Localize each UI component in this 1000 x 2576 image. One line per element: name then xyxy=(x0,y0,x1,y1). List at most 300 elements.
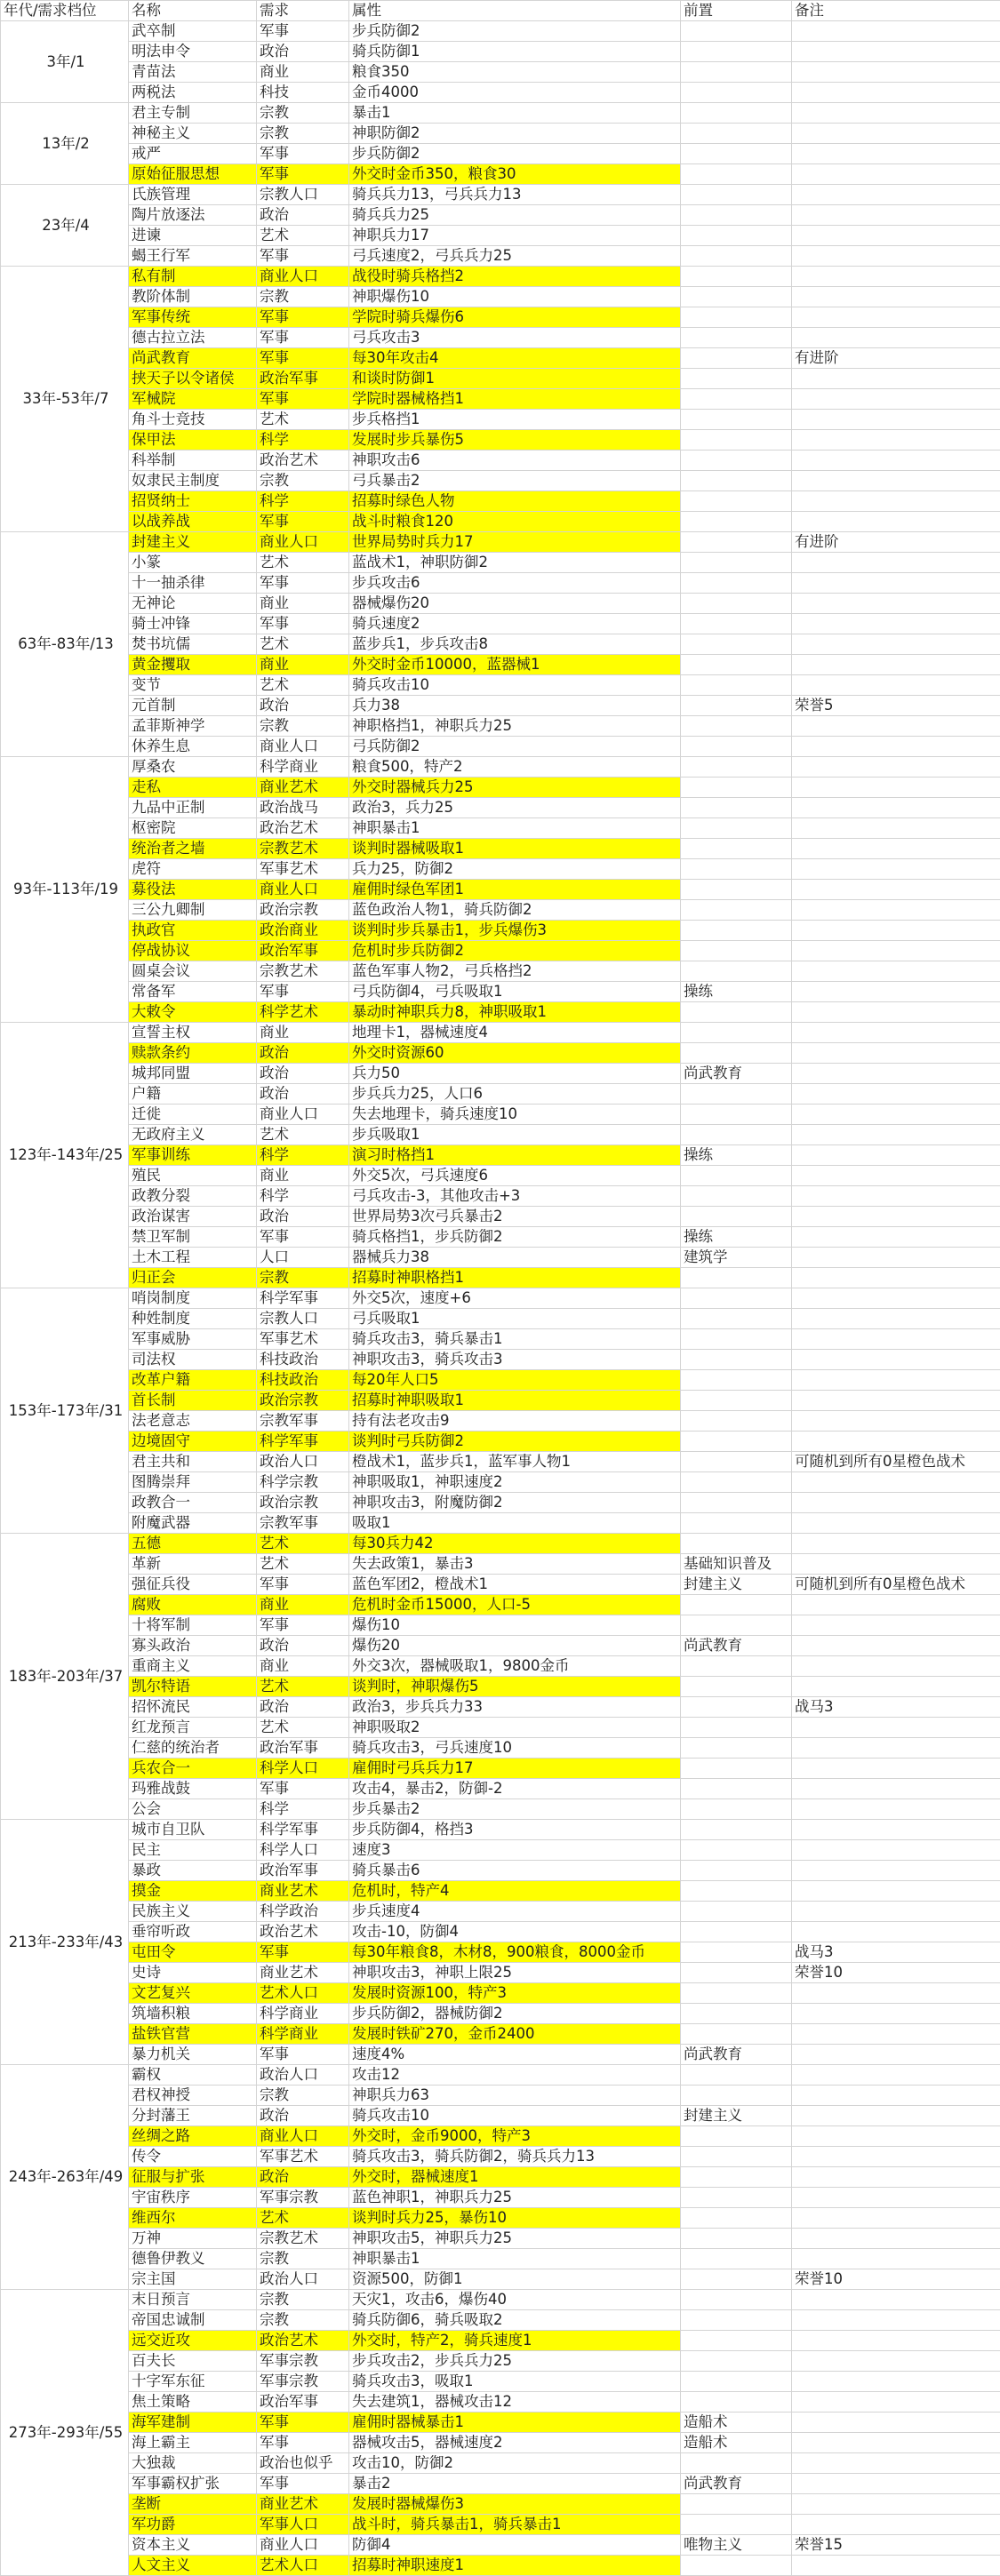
requirement-cell[interactable]: 军事 xyxy=(257,1942,349,1963)
remark-cell[interactable] xyxy=(792,614,1000,634)
remark-cell[interactable] xyxy=(792,1983,1000,2004)
name-cell[interactable]: 走私 xyxy=(129,778,257,798)
prerequisite-cell[interactable] xyxy=(681,42,792,62)
name-cell[interactable]: 盐铁官营 xyxy=(129,2024,257,2045)
requirement-cell[interactable]: 政治 xyxy=(257,1084,349,1105)
name-cell[interactable]: 无政府主义 xyxy=(129,1125,257,1145)
name-cell[interactable]: 分封藩王 xyxy=(129,2106,257,2126)
prerequisite-cell[interactable] xyxy=(681,961,792,982)
remark-cell[interactable] xyxy=(792,859,1000,880)
attribute-cell[interactable]: 弓兵吸取1 xyxy=(349,1309,681,1329)
name-cell[interactable]: 迁徙 xyxy=(129,1105,257,1125)
attribute-cell[interactable]: 战斗时，骑兵暴击1，骑兵暴击1 xyxy=(349,2515,681,2535)
prerequisite-cell[interactable] xyxy=(681,1615,792,1636)
requirement-cell[interactable]: 商业 xyxy=(257,594,349,614)
remark-cell[interactable]: 荣誉10 xyxy=(792,2269,1000,2290)
requirement-cell[interactable]: 艺术 xyxy=(257,1534,349,1554)
remark-cell[interactable] xyxy=(792,1493,1000,1513)
name-cell[interactable]: 常备军 xyxy=(129,982,257,1002)
prerequisite-cell[interactable] xyxy=(681,655,792,675)
attribute-cell[interactable]: 招募时神职吸取1 xyxy=(349,1391,681,1411)
name-cell[interactable]: 无神论 xyxy=(129,594,257,614)
name-cell[interactable]: 焚书坑儒 xyxy=(129,634,257,655)
requirement-cell[interactable]: 商业人口 xyxy=(257,2535,349,2556)
attribute-cell[interactable]: 失去建筑1，器械攻击12 xyxy=(349,2392,681,2413)
name-cell[interactable]: 垂帘听政 xyxy=(129,1922,257,1942)
requirement-cell[interactable]: 军事 xyxy=(257,1779,349,1799)
requirement-cell[interactable]: 军事宗教 xyxy=(257,2351,349,2372)
attribute-cell[interactable]: 暴击2 xyxy=(349,2474,681,2494)
era-cell[interactable]: 23年/4 xyxy=(1,185,129,267)
requirement-cell[interactable]: 军事 xyxy=(257,2433,349,2453)
requirement-cell[interactable]: 政治军事 xyxy=(257,1861,349,1881)
remark-cell[interactable] xyxy=(792,1125,1000,1145)
requirement-cell[interactable]: 政治军事 xyxy=(257,369,349,389)
prerequisite-cell[interactable] xyxy=(681,2392,792,2413)
header-remark[interactable]: 备注 xyxy=(792,1,1000,21)
requirement-cell[interactable]: 军事 xyxy=(257,2045,349,2065)
remark-cell[interactable] xyxy=(792,2310,1000,2331)
remark-cell[interactable] xyxy=(792,369,1000,389)
requirement-cell[interactable]: 宗教 xyxy=(257,103,349,124)
attribute-cell[interactable]: 危机时金币15000，人口-5 xyxy=(349,1595,681,1615)
attribute-cell[interactable]: 橙战术1，蓝步兵1，蓝军事人物1 xyxy=(349,1452,681,1472)
requirement-cell[interactable]: 科学商业 xyxy=(257,2024,349,2045)
remark-cell[interactable] xyxy=(792,2024,1000,2045)
remark-cell[interactable] xyxy=(792,1309,1000,1329)
requirement-cell[interactable]: 科学军事 xyxy=(257,1288,349,1309)
requirement-cell[interactable]: 政治艺术 xyxy=(257,451,349,471)
prerequisite-cell[interactable] xyxy=(681,1983,792,2004)
remark-cell[interactable] xyxy=(792,2290,1000,2310)
requirement-cell[interactable]: 科技 xyxy=(257,83,349,103)
name-cell[interactable]: 君主共和 xyxy=(129,1452,257,1472)
remark-cell[interactable] xyxy=(792,2331,1000,2351)
prerequisite-cell[interactable] xyxy=(681,2188,792,2208)
attribute-cell[interactable]: 弓兵防御4，弓兵吸取1 xyxy=(349,982,681,1002)
prerequisite-cell[interactable] xyxy=(681,389,792,410)
prerequisite-cell[interactable] xyxy=(681,246,792,267)
requirement-cell[interactable]: 军事 xyxy=(257,348,349,369)
prerequisite-cell[interactable] xyxy=(681,1595,792,1615)
requirement-cell[interactable]: 艺术 xyxy=(257,226,349,246)
requirement-cell[interactable]: 科学军事 xyxy=(257,1820,349,1840)
requirement-cell[interactable]: 科学宗教 xyxy=(257,1472,349,1493)
requirement-cell[interactable]: 科学 xyxy=(257,491,349,512)
requirement-cell[interactable]: 商业人口 xyxy=(257,880,349,900)
prerequisite-cell[interactable] xyxy=(681,491,792,512)
remark-cell[interactable] xyxy=(792,982,1000,1002)
requirement-cell[interactable]: 艺术 xyxy=(257,410,349,430)
attribute-cell[interactable]: 暴动时神职兵力8，神职吸取1 xyxy=(349,1002,681,1023)
attribute-cell[interactable]: 蓝色军团2，橙战术1 xyxy=(349,1575,681,1595)
remark-cell[interactable] xyxy=(792,634,1000,655)
attribute-cell[interactable]: 谈判时步兵暴击1，步兵爆伤3 xyxy=(349,921,681,941)
attribute-cell[interactable]: 外交时金币10000，蓝器械1 xyxy=(349,655,681,675)
remark-cell[interactable] xyxy=(792,675,1000,696)
name-cell[interactable]: 元首制 xyxy=(129,696,257,716)
attribute-cell[interactable]: 蓝步兵1，步兵攻击8 xyxy=(349,634,681,655)
requirement-cell[interactable]: 科学人口 xyxy=(257,1759,349,1779)
name-cell[interactable]: 附魔武器 xyxy=(129,1513,257,1534)
requirement-cell[interactable]: 军事艺术 xyxy=(257,859,349,880)
attribute-cell[interactable]: 步兵兵力25，人口6 xyxy=(349,1084,681,1105)
attribute-cell[interactable]: 危机时步兵防御2 xyxy=(349,941,681,961)
requirement-cell[interactable]: 政治也似乎 xyxy=(257,2453,349,2474)
prerequisite-cell[interactable] xyxy=(681,2126,792,2147)
header-requirement[interactable]: 需求 xyxy=(257,1,349,21)
name-cell[interactable]: 末日预言 xyxy=(129,2290,257,2310)
requirement-cell[interactable]: 政治人口 xyxy=(257,2269,349,2290)
prerequisite-cell[interactable] xyxy=(681,307,792,328)
prerequisite-cell[interactable] xyxy=(681,2310,792,2331)
attribute-cell[interactable]: 神职攻击3，骑兵攻击3 xyxy=(349,1350,681,1370)
remark-cell[interactable] xyxy=(792,1472,1000,1493)
attribute-cell[interactable]: 外交时，金币9000，特产3 xyxy=(349,2126,681,2147)
attribute-cell[interactable]: 金币4000 xyxy=(349,83,681,103)
prerequisite-cell[interactable] xyxy=(681,1452,792,1472)
prerequisite-cell[interactable] xyxy=(681,941,792,961)
attribute-cell[interactable]: 外交5次，速度+6 xyxy=(349,1288,681,1309)
requirement-cell[interactable]: 宗教 xyxy=(257,2310,349,2331)
requirement-cell[interactable]: 军事 xyxy=(257,164,349,185)
remark-cell[interactable] xyxy=(792,1023,1000,1043)
remark-cell[interactable] xyxy=(792,185,1000,205)
prerequisite-cell[interactable] xyxy=(681,328,792,348)
remark-cell[interactable] xyxy=(792,1329,1000,1350)
remark-cell[interactable] xyxy=(792,1636,1000,1656)
remark-cell[interactable] xyxy=(792,21,1000,42)
prerequisite-cell[interactable] xyxy=(681,1656,792,1677)
remark-cell[interactable]: 可随机到所有0星橙色战术 xyxy=(792,1452,1000,1472)
remark-cell[interactable] xyxy=(792,1186,1000,1207)
name-cell[interactable]: 黄金攫取 xyxy=(129,655,257,675)
requirement-cell[interactable]: 科学 xyxy=(257,1799,349,1820)
attribute-cell[interactable]: 资源500，防御1 xyxy=(349,2269,681,2290)
name-cell[interactable]: 司法权 xyxy=(129,1350,257,1370)
attribute-cell[interactable]: 谈判时，神职爆伤5 xyxy=(349,1677,681,1697)
name-cell[interactable]: 三公九卿制 xyxy=(129,900,257,921)
name-cell[interactable]: 大敕令 xyxy=(129,1002,257,1023)
prerequisite-cell[interactable] xyxy=(681,226,792,246)
prerequisite-cell[interactable]: 操练 xyxy=(681,982,792,1002)
prerequisite-cell[interactable] xyxy=(681,594,792,614)
attribute-cell[interactable]: 地理卡1，器械速度4 xyxy=(349,1023,681,1043)
prerequisite-cell[interactable]: 封建主义 xyxy=(681,1575,792,1595)
name-cell[interactable]: 政教合一 xyxy=(129,1493,257,1513)
name-cell[interactable]: 腐败 xyxy=(129,1595,257,1615)
attribute-cell[interactable]: 雇佣时绿色军团1 xyxy=(349,880,681,900)
prerequisite-cell[interactable] xyxy=(681,2065,792,2086)
requirement-cell[interactable]: 宗教艺术 xyxy=(257,839,349,859)
prerequisite-cell[interactable] xyxy=(681,1534,792,1554)
attribute-cell[interactable]: 粮食500，特产2 xyxy=(349,757,681,778)
name-cell[interactable]: 军功爵 xyxy=(129,2515,257,2535)
prerequisite-cell[interactable] xyxy=(681,1963,792,1983)
prerequisite-cell[interactable] xyxy=(681,1125,792,1145)
attribute-cell[interactable]: 天灾1，攻击6，爆伤40 xyxy=(349,2290,681,2310)
remark-cell[interactable] xyxy=(792,961,1000,982)
remark-cell[interactable] xyxy=(792,2453,1000,2474)
attribute-cell[interactable]: 谈判时兵力25，暴伤10 xyxy=(349,2208,681,2229)
requirement-cell[interactable]: 科学 xyxy=(257,1145,349,1166)
requirement-cell[interactable]: 商业艺术 xyxy=(257,778,349,798)
prerequisite-cell[interactable] xyxy=(681,1513,792,1534)
era-cell[interactable]: 183年-203年/37 xyxy=(1,1534,129,1820)
name-cell[interactable]: 两税法 xyxy=(129,83,257,103)
prerequisite-cell[interactable] xyxy=(681,410,792,430)
remark-cell[interactable] xyxy=(792,1677,1000,1697)
remark-cell[interactable] xyxy=(792,328,1000,348)
requirement-cell[interactable]: 宗教艺术 xyxy=(257,2229,349,2249)
attribute-cell[interactable]: 每30年攻击4 xyxy=(349,348,681,369)
attribute-cell[interactable]: 神职吸取1，神职速度2 xyxy=(349,1472,681,1493)
attribute-cell[interactable]: 演习时格挡1 xyxy=(349,1145,681,1166)
requirement-cell[interactable]: 政治人口 xyxy=(257,2065,349,2086)
attribute-cell[interactable]: 神职吸取2 xyxy=(349,1718,681,1738)
name-cell[interactable]: 丝绸之路 xyxy=(129,2126,257,2147)
era-cell[interactable]: 63年-83年/13 xyxy=(1,532,129,757)
requirement-cell[interactable]: 政治宗教 xyxy=(257,900,349,921)
prerequisite-cell[interactable]: 操练 xyxy=(681,1145,792,1166)
name-cell[interactable]: 私有制 xyxy=(129,267,257,287)
prerequisite-cell[interactable] xyxy=(681,1350,792,1370)
prerequisite-cell[interactable] xyxy=(681,144,792,164)
prerequisite-cell[interactable] xyxy=(681,2208,792,2229)
requirement-cell[interactable]: 科学人口 xyxy=(257,1840,349,1861)
name-cell[interactable]: 统治者之墙 xyxy=(129,839,257,859)
attribute-cell[interactable]: 骑兵防御1 xyxy=(349,42,681,62)
requirement-cell[interactable]: 政治军事 xyxy=(257,1738,349,1759)
prerequisite-cell[interactable] xyxy=(681,430,792,451)
name-cell[interactable]: 招怀流民 xyxy=(129,1697,257,1718)
remark-cell[interactable] xyxy=(792,2515,1000,2535)
attribute-cell[interactable]: 失去地理卡，骑兵速度10 xyxy=(349,1105,681,1125)
name-cell[interactable]: 招贤纳士 xyxy=(129,491,257,512)
attribute-cell[interactable]: 学院时骑兵爆伤6 xyxy=(349,307,681,328)
remark-cell[interactable] xyxy=(792,1105,1000,1125)
name-cell[interactable]: 焦土策略 xyxy=(129,2392,257,2413)
prerequisite-cell[interactable] xyxy=(681,512,792,532)
prerequisite-cell[interactable] xyxy=(681,553,792,573)
prerequisite-cell[interactable] xyxy=(681,2494,792,2515)
name-cell[interactable]: 厚桑农 xyxy=(129,757,257,778)
name-cell[interactable]: 图腾崇拜 xyxy=(129,1472,257,1493)
prerequisite-cell[interactable] xyxy=(681,471,792,491)
attribute-cell[interactable]: 蓝色军事人物2，弓兵格挡2 xyxy=(349,961,681,982)
remark-cell[interactable]: 有进阶 xyxy=(792,348,1000,369)
prerequisite-cell[interactable] xyxy=(681,1922,792,1942)
requirement-cell[interactable]: 军事 xyxy=(257,144,349,164)
requirement-cell[interactable]: 科学 xyxy=(257,430,349,451)
name-cell[interactable]: 户籍 xyxy=(129,1084,257,1105)
attribute-cell[interactable]: 神职兵力63 xyxy=(349,2086,681,2106)
name-cell[interactable]: 军事传统 xyxy=(129,307,257,328)
name-cell[interactable]: 休养生息 xyxy=(129,737,257,757)
remark-cell[interactable] xyxy=(792,1922,1000,1942)
remark-cell[interactable]: 战马3 xyxy=(792,1942,1000,1963)
requirement-cell[interactable]: 政治艺术 xyxy=(257,818,349,839)
name-cell[interactable]: 土木工程 xyxy=(129,1248,257,1268)
attribute-cell[interactable]: 神职攻击5，神职兵力25 xyxy=(349,2229,681,2249)
attribute-cell[interactable]: 兵力50 xyxy=(349,1064,681,1084)
name-cell[interactable]: 公会 xyxy=(129,1799,257,1820)
name-cell[interactable]: 募役法 xyxy=(129,880,257,900)
attribute-cell[interactable]: 暴击1 xyxy=(349,103,681,124)
prerequisite-cell[interactable] xyxy=(681,2556,792,2576)
remark-cell[interactable] xyxy=(792,1718,1000,1738)
remark-cell[interactable] xyxy=(792,42,1000,62)
prerequisite-cell[interactable] xyxy=(681,1166,792,1186)
attribute-cell[interactable]: 弓兵攻击-3，其他攻击+3 xyxy=(349,1186,681,1207)
prerequisite-cell[interactable] xyxy=(681,757,792,778)
prerequisite-cell[interactable] xyxy=(681,2024,792,2045)
remark-cell[interactable] xyxy=(792,839,1000,859)
remark-cell[interactable] xyxy=(792,2045,1000,2065)
prerequisite-cell[interactable] xyxy=(681,2249,792,2269)
requirement-cell[interactable]: 军事 xyxy=(257,2413,349,2433)
remark-cell[interactable] xyxy=(792,1902,1000,1922)
prerequisite-cell[interactable] xyxy=(681,1697,792,1718)
requirement-cell[interactable]: 艺术 xyxy=(257,1554,349,1575)
remark-cell[interactable] xyxy=(792,2167,1000,2188)
requirement-cell[interactable]: 政治 xyxy=(257,696,349,716)
remark-cell[interactable] xyxy=(792,1615,1000,1636)
attribute-cell[interactable]: 持有法老攻击9 xyxy=(349,1411,681,1432)
name-cell[interactable]: 奴隶民主制度 xyxy=(129,471,257,491)
requirement-cell[interactable]: 商业人口 xyxy=(257,532,349,553)
attribute-cell[interactable]: 步兵吸取1 xyxy=(349,1125,681,1145)
attribute-cell[interactable]: 骑兵兵力25 xyxy=(349,205,681,226)
prerequisite-cell[interactable]: 尚武教育 xyxy=(681,1064,792,1084)
name-cell[interactable]: 民族主义 xyxy=(129,1902,257,1922)
name-cell[interactable]: 边境固守 xyxy=(129,1432,257,1452)
name-cell[interactable]: 赎款条约 xyxy=(129,1043,257,1064)
remark-cell[interactable] xyxy=(792,1840,1000,1861)
prerequisite-cell[interactable] xyxy=(681,287,792,307)
name-cell[interactable]: 维西尔 xyxy=(129,2208,257,2229)
attribute-cell[interactable]: 外交时器械兵力25 xyxy=(349,778,681,798)
attribute-cell[interactable]: 蓝色神职1，神职兵力25 xyxy=(349,2188,681,2208)
name-cell[interactable]: 帝国忠诚制 xyxy=(129,2310,257,2331)
attribute-cell[interactable]: 步兵防御2，器械防御2 xyxy=(349,2004,681,2024)
requirement-cell[interactable]: 商业艺术 xyxy=(257,2494,349,2515)
name-cell[interactable]: 人文主义 xyxy=(129,2556,257,2576)
requirement-cell[interactable]: 政治军事 xyxy=(257,941,349,961)
name-cell[interactable]: 骑士冲锋 xyxy=(129,614,257,634)
remark-cell[interactable] xyxy=(792,1411,1000,1432)
name-cell[interactable]: 屯田令 xyxy=(129,1942,257,1963)
prerequisite-cell[interactable] xyxy=(681,348,792,369)
attribute-cell[interactable]: 器械攻击5，器械速度2 xyxy=(349,2433,681,2453)
name-cell[interactable]: 海上霸主 xyxy=(129,2433,257,2453)
requirement-cell[interactable]: 艺术 xyxy=(257,675,349,696)
remark-cell[interactable]: 可随机到所有0星橙色战术 xyxy=(792,1575,1000,1595)
remark-cell[interactable] xyxy=(792,778,1000,798)
remark-cell[interactable] xyxy=(792,267,1000,287)
remark-cell[interactable] xyxy=(792,205,1000,226)
prerequisite-cell[interactable] xyxy=(681,1820,792,1840)
attribute-cell[interactable]: 蓝战术1，神职防御2 xyxy=(349,553,681,573)
remark-cell[interactable] xyxy=(792,1084,1000,1105)
name-cell[interactable]: 君权神授 xyxy=(129,2086,257,2106)
name-cell[interactable]: 明法申令 xyxy=(129,42,257,62)
requirement-cell[interactable]: 军事 xyxy=(257,614,349,634)
requirement-cell[interactable]: 政治 xyxy=(257,1636,349,1656)
prerequisite-cell[interactable] xyxy=(681,1432,792,1452)
attribute-cell[interactable]: 发展时铁矿270，金币2400 xyxy=(349,2024,681,2045)
remark-cell[interactable]: 荣誉10 xyxy=(792,1963,1000,1983)
name-cell[interactable]: 宇宙秩序 xyxy=(129,2188,257,2208)
name-cell[interactable]: 科举制 xyxy=(129,451,257,471)
remark-cell[interactable] xyxy=(792,594,1000,614)
prerequisite-cell[interactable] xyxy=(681,1840,792,1861)
remark-cell[interactable] xyxy=(792,1350,1000,1370)
requirement-cell[interactable]: 科学政治 xyxy=(257,1902,349,1922)
requirement-cell[interactable]: 商业 xyxy=(257,62,349,83)
remark-cell[interactable] xyxy=(792,2188,1000,2208)
era-cell[interactable]: 33年-53年/7 xyxy=(1,267,129,532)
attribute-cell[interactable]: 失去政策1，暴击3 xyxy=(349,1554,681,1575)
era-cell[interactable]: 123年-143年/25 xyxy=(1,1023,129,1288)
requirement-cell[interactable]: 军事 xyxy=(257,1227,349,1248)
prerequisite-cell[interactable] xyxy=(681,880,792,900)
requirement-cell[interactable]: 政治军事 xyxy=(257,2392,349,2413)
remark-cell[interactable] xyxy=(792,471,1000,491)
prerequisite-cell[interactable] xyxy=(681,1207,792,1227)
attribute-cell[interactable]: 骑兵防御6，骑兵吸取2 xyxy=(349,2310,681,2331)
remark-cell[interactable] xyxy=(792,1820,1000,1840)
remark-cell[interactable] xyxy=(792,1881,1000,1902)
remark-cell[interactable] xyxy=(792,389,1000,410)
name-cell[interactable]: 城邦同盟 xyxy=(129,1064,257,1084)
attribute-cell[interactable]: 速度4% xyxy=(349,2045,681,2065)
requirement-cell[interactable]: 科学商业 xyxy=(257,2004,349,2024)
remark-cell[interactable] xyxy=(792,2229,1000,2249)
requirement-cell[interactable]: 艺术 xyxy=(257,1718,349,1738)
attribute-cell[interactable]: 骑兵攻击3，骑兵防御2，骑兵兵力13 xyxy=(349,2147,681,2167)
name-cell[interactable]: 兵农合一 xyxy=(129,1759,257,1779)
remark-cell[interactable] xyxy=(792,1064,1000,1084)
remark-cell[interactable]: 战马3 xyxy=(792,1697,1000,1718)
attribute-cell[interactable]: 神职攻击6 xyxy=(349,451,681,471)
name-cell[interactable]: 城市自卫队 xyxy=(129,1820,257,1840)
prerequisite-cell[interactable] xyxy=(681,2453,792,2474)
prerequisite-cell[interactable] xyxy=(681,2290,792,2310)
name-cell[interactable]: 政治谋害 xyxy=(129,1207,257,1227)
prerequisite-cell[interactable] xyxy=(681,1799,792,1820)
prerequisite-cell[interactable] xyxy=(681,675,792,696)
prerequisite-cell[interactable] xyxy=(681,83,792,103)
prerequisite-cell[interactable]: 操练 xyxy=(681,1227,792,1248)
name-cell[interactable]: 枢密院 xyxy=(129,818,257,839)
prerequisite-cell[interactable] xyxy=(681,737,792,757)
prerequisite-cell[interactable] xyxy=(681,2269,792,2290)
header-name[interactable]: 名称 xyxy=(129,1,257,21)
remark-cell[interactable] xyxy=(792,941,1000,961)
remark-cell[interactable] xyxy=(792,716,1000,737)
name-cell[interactable]: 百夫长 xyxy=(129,2351,257,2372)
remark-cell[interactable] xyxy=(792,818,1000,839)
attribute-cell[interactable]: 弓兵速度2，弓兵兵力25 xyxy=(349,246,681,267)
name-cell[interactable]: 海军建制 xyxy=(129,2413,257,2433)
attribute-cell[interactable]: 攻击10，防御2 xyxy=(349,2453,681,2474)
name-cell[interactable]: 重商主义 xyxy=(129,1656,257,1677)
remark-cell[interactable] xyxy=(792,1166,1000,1186)
name-cell[interactable]: 青苗法 xyxy=(129,62,257,83)
prerequisite-cell[interactable] xyxy=(681,1002,792,1023)
attribute-cell[interactable]: 外交5次，弓兵速度6 xyxy=(349,1166,681,1186)
